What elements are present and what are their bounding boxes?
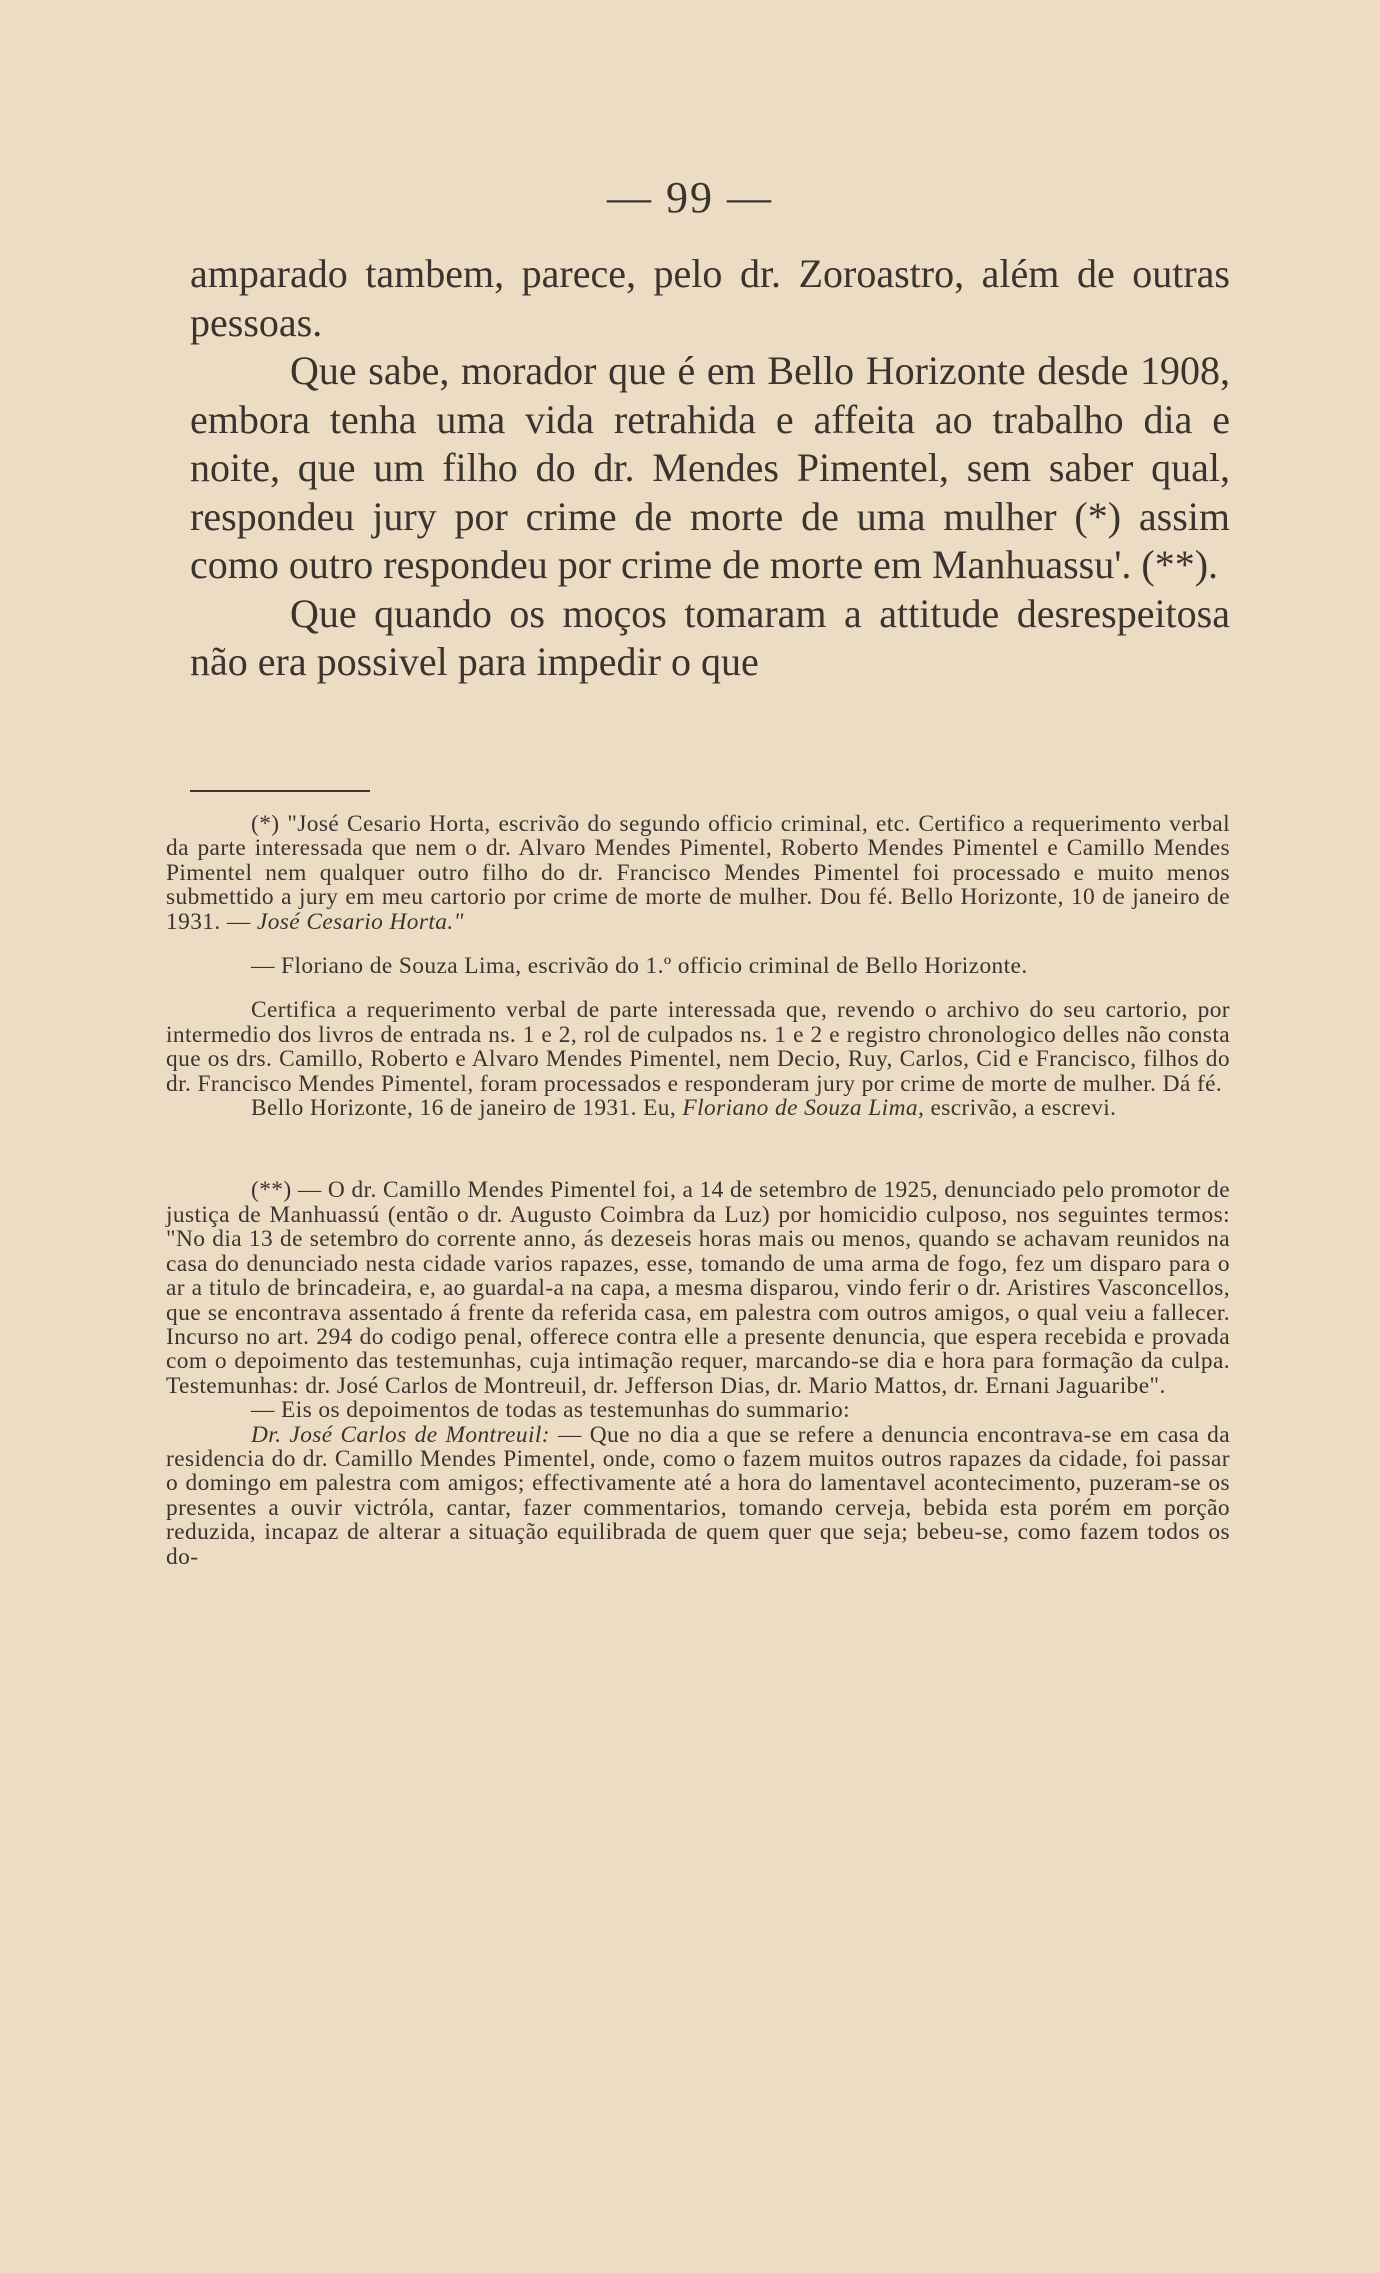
footnote-1-body: (*) "José Cesario Horta, escrivão do segundo officio criminal, etc. Certifico a requerimento verbal da parte interessada que nem o dr. Alvaro Mendes Pimentel, Roberto Mendes Pimentel e Camillo Mendes Pimentel nem qualquer outro filho do dr. Francisco Mendes Pimentel foi processado e muito menos submettido a jury em meu cartorio por crime de morte de mulher. Dou fé. Bello Horizonte, 10 de janeiro de 1931. — [166,811,1230,935]
footnote-2-testimony [166,1423,1230,1569]
footnote-1 [166,812,1230,934]
footnote-2-intro: — Eis os depoimentos de todas as testemunhas do summario: [251,1397,851,1424]
footnote-1b-header: — Floriano de Souza Lima, escrivão do 1.º officio criminal de Bello Horizonte. [251,953,1028,980]
footnote-rule [190,790,370,792]
closing-text: Bello Horizonte, 16 de janeiro de 1931. Eu, [251,1095,677,1122]
page-number: — 99 — [607,173,773,222]
footnote-1b-certifica: Certifica a requerimento verbal de parte interessada que, revendo o archivo do seu cartorio, por intermedio dos livros de entrada ns. 1 e 2, rol de culpados ns. 1 e 2 e registro chronologico delles não consta que os drs. Camillo, Roberto e Alvaro Mendes Pimentel, nem Decio, Ruy, Carlos, Cid e Francisco, filhos do dr. Francisco Mendes Pimentel, foram processados e responderam jury por crime de morte de mulher. Dá fé. [166,997,1230,1097]
footnote-2: (**) — O dr. Camillo Mendes Pimentel foi, a 14 de setembro de 1925, denunciado pelo promotor de justiça de Manhuassú (então o dr. Augusto Coimbra da Luz) por homicidio culposo, nos seguintes termos: "No dia 13 de setembro do corrente anno, ás dezeseis horas mais ou menos, quando se achavam reunidos na casa do denunciado nesta cidade varios rapazes, esse, tomando de uma arma de fogo, fez um disparo para o ar a titulo de brincadeira, e, ao guardal-a na capa, a mesma disparou, vindo ferir o dr. Aristires Vasconcellos, que se encontrava assentado á frente da referida casa, em palestra com outros amigos, o qual veiu a fallecer. Incurso no art. 294 do codigo penal, offerece contra elle a presente denuncia, que espera recebida e provada com o depoimento das testemunhas, cuja intimação requer, marcando-se dia e hora para formação da culpa. Testemunhas: dr. José Carlos de Montreuil, dr. Jefferson Dias, dr. Mario Mattos, dr. Ernani Jaguaribe". [166,1177,1230,1399]
footnote-1b-closing [166,1096,1230,1120]
paragraph: amparado tambem, parece, pelo dr. Zoroastro, além de outras pessoas. [190,251,1230,345]
closing-end: escrivão, a escrevi. [930,1095,1117,1122]
signer-name: Floriano de Souza Lima, [682,1095,925,1122]
testimony-text: — Que no dia a que se refere a denuncia encontrava-se em casa da residencia do dr. Camillo Mendes Pimentel, onde, como o fazem muitos outros rapazes da cidade, foi passar o domingo em palestra com amigos; effectivamente até a hora do lamentavel acontecimento, puzeram-se os presentes a ouvir victróla, cantar, fazer commentarios, tomando cerveja, bebida esta porém em porção reduzida, incapaz de alterar a situação equilibrada de quem quer que seja; bebeu-se, como fazem todos os do- [166,1421,1231,1570]
paragraph: Que sabe, morador que é em Bello Horizonte desde 1908, embora tenha uma vida retrahida e affeita ao trabalho dia e noite, que um filho do dr. Mendes Pimentel, sem saber qual, respondeu jury por crime de morte de uma mulher (*) assim como outro respondeu por crime de morte em Manhuassu'. (**). [190,348,1230,587]
footnotes [166,812,1230,1569]
witness-name: Dr. José Carlos de Montreuil: [251,1421,550,1448]
main-text [190,250,1230,687]
footnote-1-signature: José Cesario Horta." [256,908,464,935]
paragraph: Que quando os moços tomaram a attitude desrespeitosa não era possivel para impedir o que [190,590,1230,684]
